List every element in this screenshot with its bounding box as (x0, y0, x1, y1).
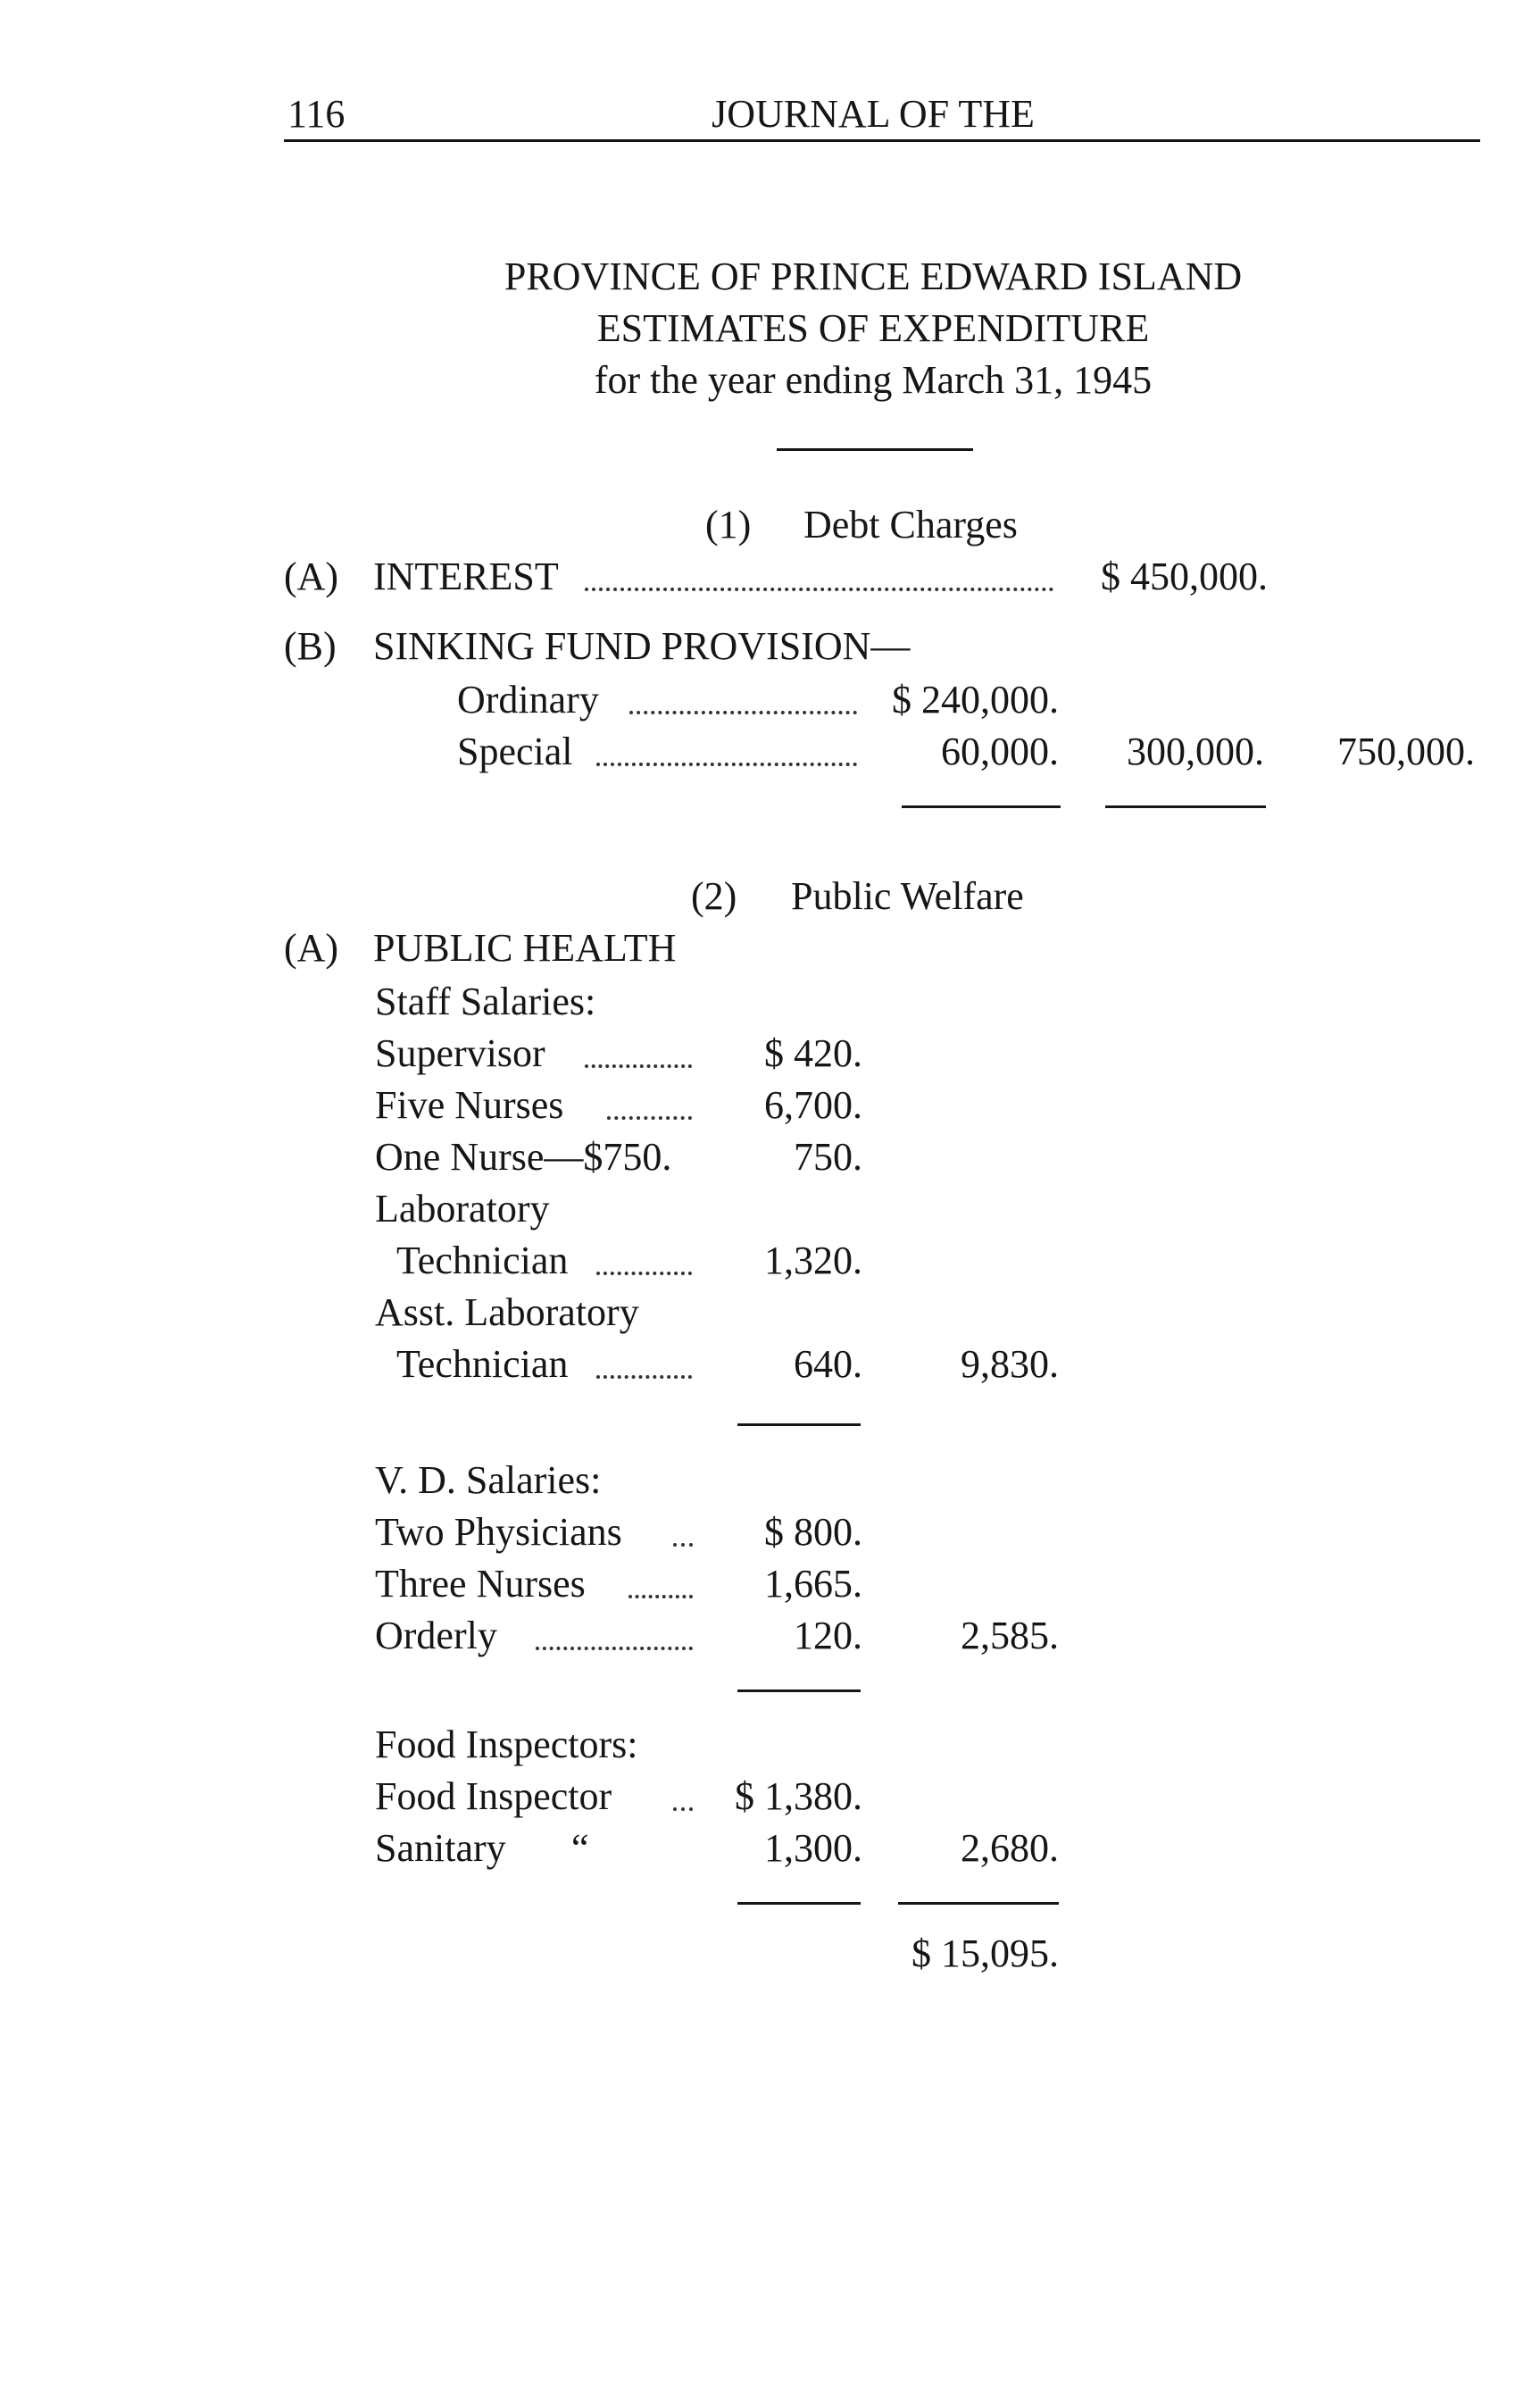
special-amount: 60,000. (941, 730, 1059, 773)
orderly-label: Orderly (375, 1614, 497, 1657)
interest-label: (A) (284, 555, 339, 598)
section1-number: (1) (705, 503, 752, 546)
sinking-fund-label: (B) (284, 624, 337, 668)
two-physicians-amount: $ 800. (764, 1510, 862, 1554)
food-inspector-amount: $ 1,380. (735, 1774, 862, 1818)
leader-dots (607, 1116, 692, 1120)
ditto-mark: “ (571, 1826, 589, 1870)
leader-dots (596, 1272, 692, 1275)
section1-heading: Debt Charges (803, 503, 1018, 546)
public-health-total: $ 15,095. (912, 1931, 1059, 1975)
sanitary-inspector-amount: 1,300. (764, 1826, 862, 1870)
three-nurses-amount: 1,665. (764, 1562, 862, 1606)
supervisor-amount: $ 420. (764, 1031, 862, 1075)
header-rule (284, 139, 1480, 142)
leader-dots (673, 1807, 693, 1811)
one-nurse-amount: 750. (794, 1135, 862, 1179)
sum-rule (737, 1902, 861, 1905)
leader-dots (585, 588, 1053, 591)
three-nurses-label: Three Nurses (375, 1562, 586, 1606)
interest-text: INTEREST (373, 555, 559, 598)
sinking-fund-total: 300,000. (1127, 730, 1264, 773)
staff-salaries-total: 9,830. (961, 1342, 1059, 1386)
sum-rule (898, 1902, 1059, 1905)
ordinary-label: Ordinary (457, 678, 599, 722)
asst-lab-technician-amount: 640. (794, 1342, 862, 1386)
vd-salaries-heading: V. D. Salaries: (375, 1458, 602, 1502)
sum-rule (737, 1423, 861, 1426)
staff-salaries-heading: Staff Salaries: (375, 980, 596, 1023)
lab-technician-label-2: Technician (396, 1239, 569, 1282)
page-number: 116 (287, 92, 345, 136)
public-health-text: PUBLIC HEALTH (373, 926, 677, 970)
asst-lab-technician-label-2: Technician (396, 1342, 569, 1386)
leader-dots (628, 1595, 693, 1598)
debt-charges-total: 750,000. (1337, 730, 1475, 773)
food-inspectors-total: 2,680. (961, 1826, 1059, 1870)
leader-dots (596, 1375, 692, 1379)
public-health-label: (A) (284, 926, 339, 970)
sanitary-inspector-label: Sanitary (375, 1826, 506, 1870)
running-head: JOURNAL OF THE (712, 92, 1035, 136)
five-nurses-label: Five Nurses (375, 1083, 564, 1127)
title-rule (777, 448, 973, 451)
sum-rule (737, 1689, 861, 1692)
title-line-2: ESTIMATES OF EXPENDITURE (596, 306, 1150, 350)
special-label: Special (457, 730, 573, 773)
section2-heading: Public Welfare (791, 874, 1024, 918)
leader-dots (585, 1064, 692, 1068)
sum-rule (902, 805, 1061, 808)
leader-dots (629, 711, 857, 714)
section2-number: (2) (691, 874, 737, 918)
orderly-amount: 120. (794, 1614, 862, 1657)
one-nurse-label: One Nurse—$750. (375, 1135, 672, 1179)
food-inspector-label: Food Inspector (375, 1774, 612, 1818)
vd-salaries-total: 2,585. (961, 1614, 1059, 1657)
leader-dots (596, 763, 857, 766)
leader-dots (536, 1647, 693, 1650)
five-nurses-amount: 6,700. (764, 1083, 862, 1127)
two-physicians-label: Two Physicians (375, 1510, 622, 1554)
asst-lab-technician-label-1: Asst. Laboratory (375, 1290, 639, 1334)
lab-technician-amount: 1,320. (764, 1239, 862, 1282)
title-line-3: for the year ending March 31, 1945 (594, 358, 1153, 402)
sinking-fund-text: SINKING FUND PROVISION— (373, 624, 911, 668)
title-line-1: PROVINCE OF PRINCE EDWARD ISLAND (504, 254, 1243, 298)
ordinary-amount: $ 240,000. (892, 678, 1059, 722)
lab-technician-label-1: Laboratory (375, 1187, 550, 1231)
interest-amount: $ 450,000. (1101, 555, 1268, 598)
leader-dots (673, 1543, 693, 1547)
supervisor-label: Supervisor (375, 1031, 545, 1075)
food-inspectors-heading: Food Inspectors: (375, 1723, 638, 1766)
sum-rule (1105, 805, 1266, 808)
